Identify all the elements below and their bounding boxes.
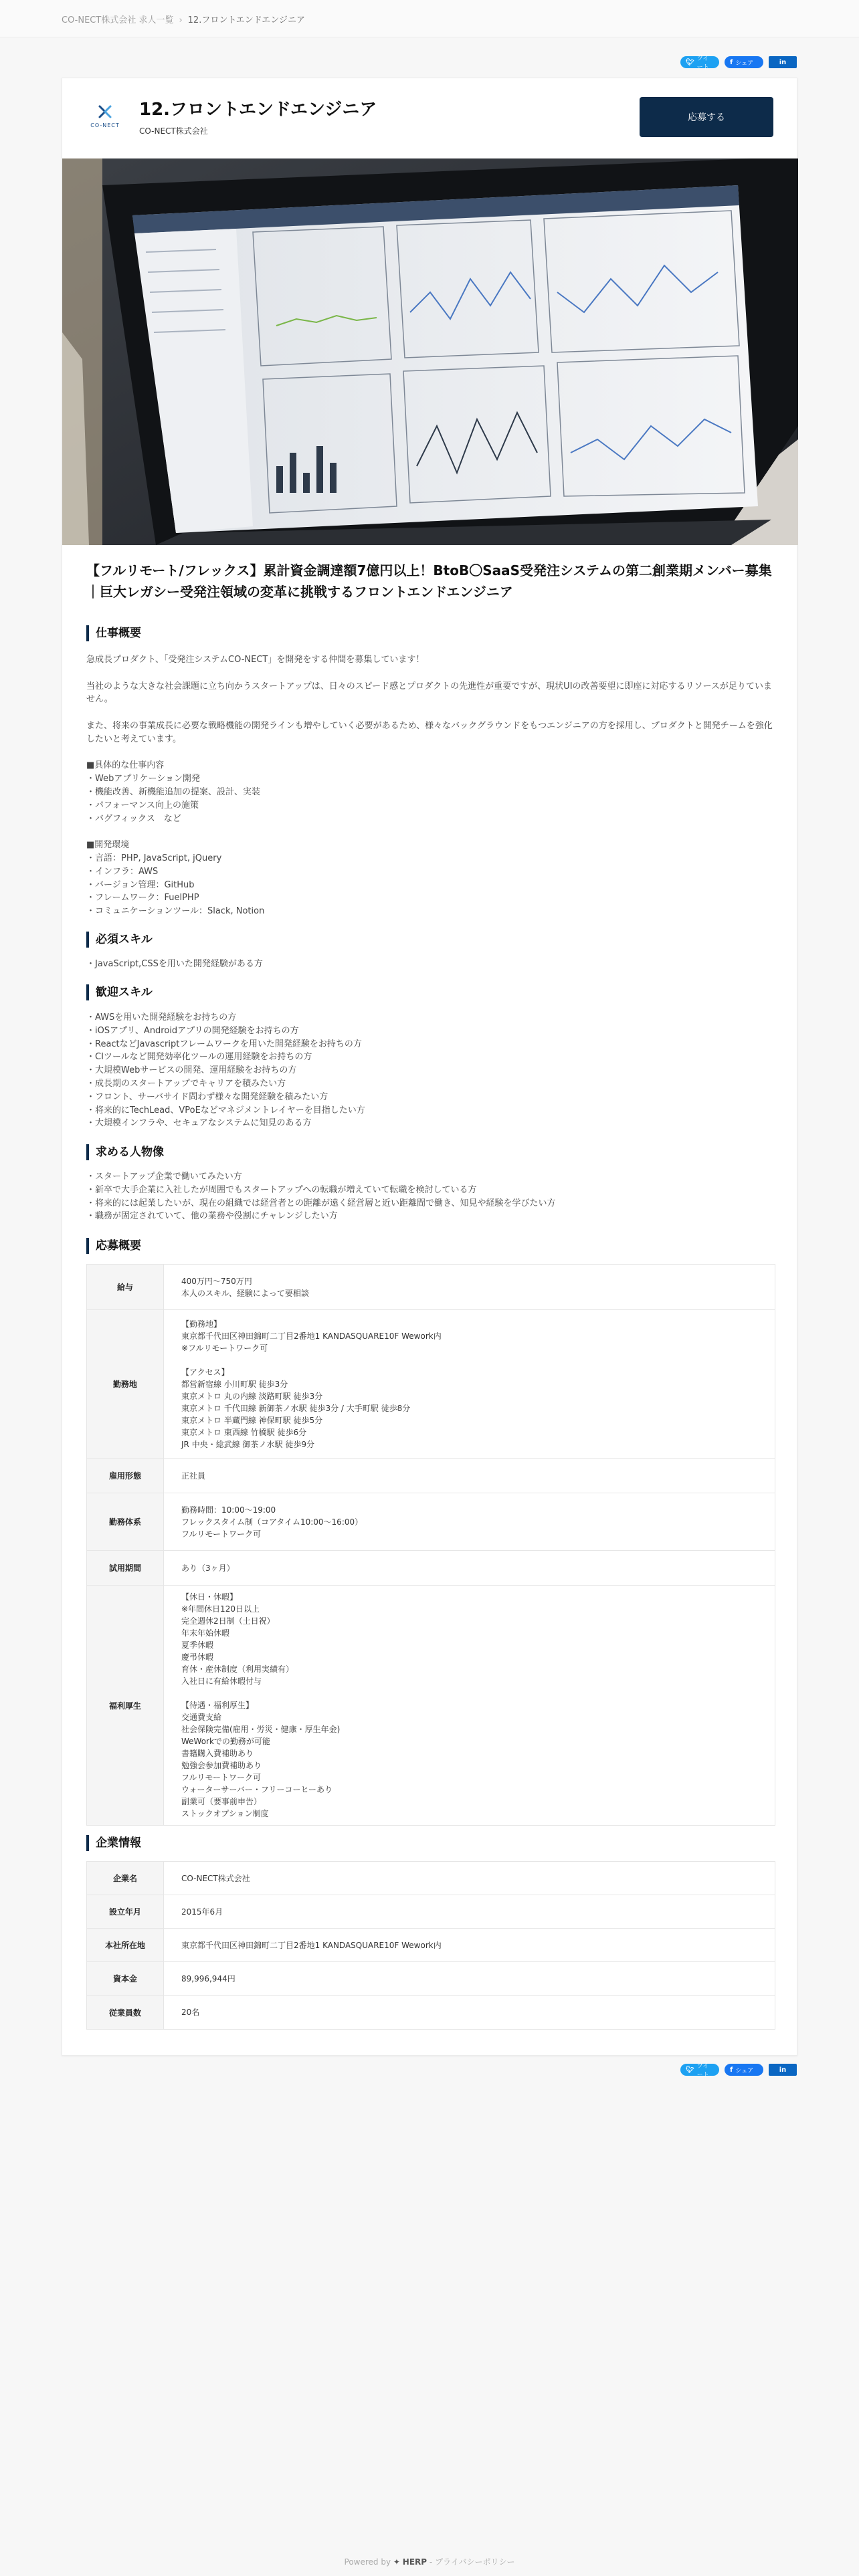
- table-row-label: 従業員数: [87, 1996, 164, 2029]
- table-row-label: 試用期間: [87, 1551, 164, 1585]
- persona-text: ・スタートアップ企業で働いてみたい方 ・新卒で大手企業に入社したが周囲でもスタートアップへの転職が増えていて転職を検討している方 ・将来的には起業したいが、現在の組織では経営者との距離が遠く経営層と近い距離間で働き、知見や経験を学びたい方 ・職務が固定されていて、他の業務や役割にチャレンジしたい方: [86, 1172, 556, 1222]
- table-row: [87, 1929, 775, 1962]
- herp-brand[interactable]: HERP: [402, 2557, 427, 2567]
- welcome-text: ・AWSを用いた開発経験をお持ちの方 ・iOSアプリ、Androidアプリの開発経験をお持ちの方 ・ReactなどJavascriptフレームワークを用いた開発経験をお持ちの方 ・CIツールなど開発効率化ツールの運用経験をお持ちの方 ・大規模Webサービスの開発、運用経験をお持ちの方 ・成長期のスタートアップでキャリアを積みたい方 ・フロント、サーバサイド問わず様々な開発経験を積みたい方 ・将来的にTechLead、VPoEなどマネジメントレイヤーを目指したい方 ・大規模インフラや、セキュアなシステムに知見のある方: [86, 1012, 365, 1129]
- linkedin-share-button[interactable]: [769, 56, 797, 68]
- privacy-policy-link[interactable]: プライバシーポリシー: [435, 2557, 515, 2567]
- twitter-share-label: ツイート: [696, 2063, 709, 2078]
- share-bar-bottom: [680, 2064, 797, 2076]
- table-row-value: 400万円〜750万円 本人のスキル、経験によって要相談: [181, 1276, 309, 1298]
- required-text: ・JavaScript,CSSを用いた開発経験がある方: [86, 959, 263, 969]
- table-row: [87, 1265, 775, 1310]
- recruit-table: [86, 1264, 775, 1826]
- table-row: [87, 1459, 775, 1493]
- table-row: [87, 1586, 775, 1825]
- table-row-label: 給与: [87, 1265, 164, 1309]
- table-row: [87, 1962, 775, 1996]
- company-table: [86, 1861, 775, 2030]
- twitter-icon: 🐦︎: [686, 2066, 694, 2074]
- overview-text: 急成長プロダクト、「受発注システムCO-NECT」を開発をする仲間を募集しています！ 当社のような大きな社会課題に立ち向かうスタートアップは、日々のスピード感とプロダクトの先進性が重要ですが、現状UIの改善要望に即座に対応するリソースが足りていません。 また、将来の事業成長に必要な戦略機能の開発ラインも増やしていく必要があるため、様々なバックグラウンドをもつエンジニアの方を採用し、プロダクトと開発チームを強化したいと考えています。 ■具体的な仕事内容 ・Webアプリケーション開発 ・機能改善、新機能追加の提案、設計、実装 ・パフォーマンス向上の施策 ・バグフィックス など ■開発環境 ・言語：PHP, JavaScript, jQuery ・インフラ：AWS ・バージョン管理：GitHub ・フレームワーク：FuelPHP ・コミュニケーションツール：Slack, Notion: [86, 655, 773, 917]
- powered-by-text: Powered by: [344, 2557, 391, 2567]
- section-title-welcome: 歓迎スキル: [86, 984, 153, 1000]
- twitter-share-button[interactable]: [680, 2064, 719, 2076]
- section-title-persona: 求める人物像: [86, 1144, 164, 1160]
- table-row-value: CO-NECT株式会社: [181, 1873, 250, 1883]
- twitter-icon: 🐦︎: [686, 58, 694, 66]
- company-name: CO-NECT株式会社: [139, 126, 208, 136]
- job-header: [62, 78, 798, 158]
- laptop-dashboard-photo: [62, 158, 798, 545]
- section-title-recruit: 応募概要: [86, 1238, 141, 1254]
- table-row-value: あり（3ヶ月）: [181, 1563, 235, 1573]
- facebook-share-button[interactable]: [725, 56, 763, 68]
- table-row-value: 89,996,944円: [181, 1973, 235, 1983]
- apply-button[interactable]: 応募する: [640, 97, 773, 137]
- table-row-label: 勤務地: [87, 1310, 164, 1458]
- section-title-overview: 仕事概要: [86, 625, 141, 641]
- table-row-label: 設立年月: [87, 1895, 164, 1928]
- footer: [0, 2556, 859, 2567]
- top-bar: [0, 0, 859, 37]
- herp-logo-icon: ✦: [393, 2557, 400, 2567]
- table-row-value: 【休日・休暇】 ※年間休日120日以上 完全週休2日制（土日祝） 年末年始休暇 夏季休暇 慶弔休暇 育休・産休制度（利用実績有） 入社日に有給休暇付与 【待遇・福利厚生】 交通費支給 社会保険完備(雇用・労災・健康・厚生年金) WeWorkでの勤務が可能 書籍購入費補助あり 勉強会参加費補助あり フルリモートワーク可 ウォーターサーバー・フリーコーヒーあり 副業可（要事前申告） ストックオプション制度: [181, 1592, 341, 1818]
- breadcrumb-parent-link[interactable]: CO-NECT株式会社 求人一覧: [62, 15, 174, 25]
- facebook-share-label: シェア: [735, 60, 754, 67]
- twitter-share-button[interactable]: [680, 56, 719, 71]
- table-row-value: 20名: [181, 2008, 200, 2017]
- facebook-share-button[interactable]: [725, 2064, 763, 2076]
- table-row-label: 勤務体系: [87, 1493, 164, 1550]
- table-row-label: 企業名: [87, 1862, 164, 1895]
- facebook-share-label: シェア: [735, 2067, 754, 2074]
- share-bar-top: [680, 56, 797, 71]
- table-row: [87, 1310, 775, 1459]
- company-logo-mark: [97, 104, 113, 120]
- breadcrumb-current: 12.フロントエンドエンジニア: [187, 15, 305, 25]
- table-row: [87, 1493, 775, 1551]
- table-row-value: 2015年6月: [181, 1907, 223, 1917]
- table-row: [87, 1895, 775, 1929]
- hero-image: [62, 158, 798, 545]
- linkedin-share-button[interactable]: [769, 2064, 797, 2076]
- job-title: 12.フロントエンドエンジニア: [139, 100, 377, 120]
- table-row: [87, 1996, 775, 2029]
- footer-separator: -: [429, 2557, 433, 2567]
- company-logo: [86, 102, 124, 136]
- job-headline: 【フルリモート/フレックス】累計資金調達額7億円以上！BtoB〇SaaS受発注システムの第二創業期メンバー募集｜巨大レガシー受発注領域の変革に挑戦するフロントエンドエンジニア: [86, 562, 772, 600]
- linkedin-icon: in: [779, 58, 787, 66]
- table-row-label: 本社所在地: [87, 1929, 164, 1961]
- job-card: [62, 78, 797, 2056]
- linkedin-icon: in: [779, 2066, 787, 2074]
- table-row-label: 雇用形態: [87, 1459, 164, 1493]
- facebook-icon: f: [730, 2066, 733, 2074]
- company-logo-text: CO-NECT: [90, 122, 120, 128]
- table-row-value: 【勤務地】 東京都千代田区神田錦町二丁目2番地1 KANDASQUARE10F Wework内 ※フルリモートワーク可 【アクセス】 都営新宿線 小川町駅 徒歩3分 東京メトロ 丸の内線 淡路町駅 徒歩3分 東京メトロ 千代田線 新御茶ノ水駅 徒歩3分 / 大手町駅 徒歩8分 東京メトロ 半蔵門線 神保町駅 徒歩5分 東京メトロ 東西線 竹橋駅 徒歩6分 JR 中央・総武線 御茶ノ水駅 徒歩9分: [181, 1319, 442, 1449]
- twitter-share-label: ツイート: [696, 56, 709, 71]
- breadcrumb-separator: ›: [179, 15, 183, 25]
- table-row: [87, 1551, 775, 1586]
- table-row-value: 東京都千代田区神田錦町二丁目2番地1 KANDASQUARE10F Wework内: [181, 1940, 442, 1950]
- table-row-label: 福利厚生: [87, 1586, 164, 1825]
- breadcrumb: [62, 13, 305, 25]
- table-row-label: 資本金: [87, 1962, 164, 1995]
- facebook-icon: f: [730, 58, 733, 66]
- table-row-value: 勤務時間：10:00〜19:00 フレックスタイム制（コアタイム10:00〜16:00） フルリモートワーク可: [181, 1505, 363, 1539]
- section-title-required: 必須スキル: [86, 932, 153, 948]
- section-title-company: 企業情報: [86, 1835, 141, 1851]
- table-row-value: 正社員: [181, 1471, 206, 1481]
- table-row: [87, 1862, 775, 1895]
